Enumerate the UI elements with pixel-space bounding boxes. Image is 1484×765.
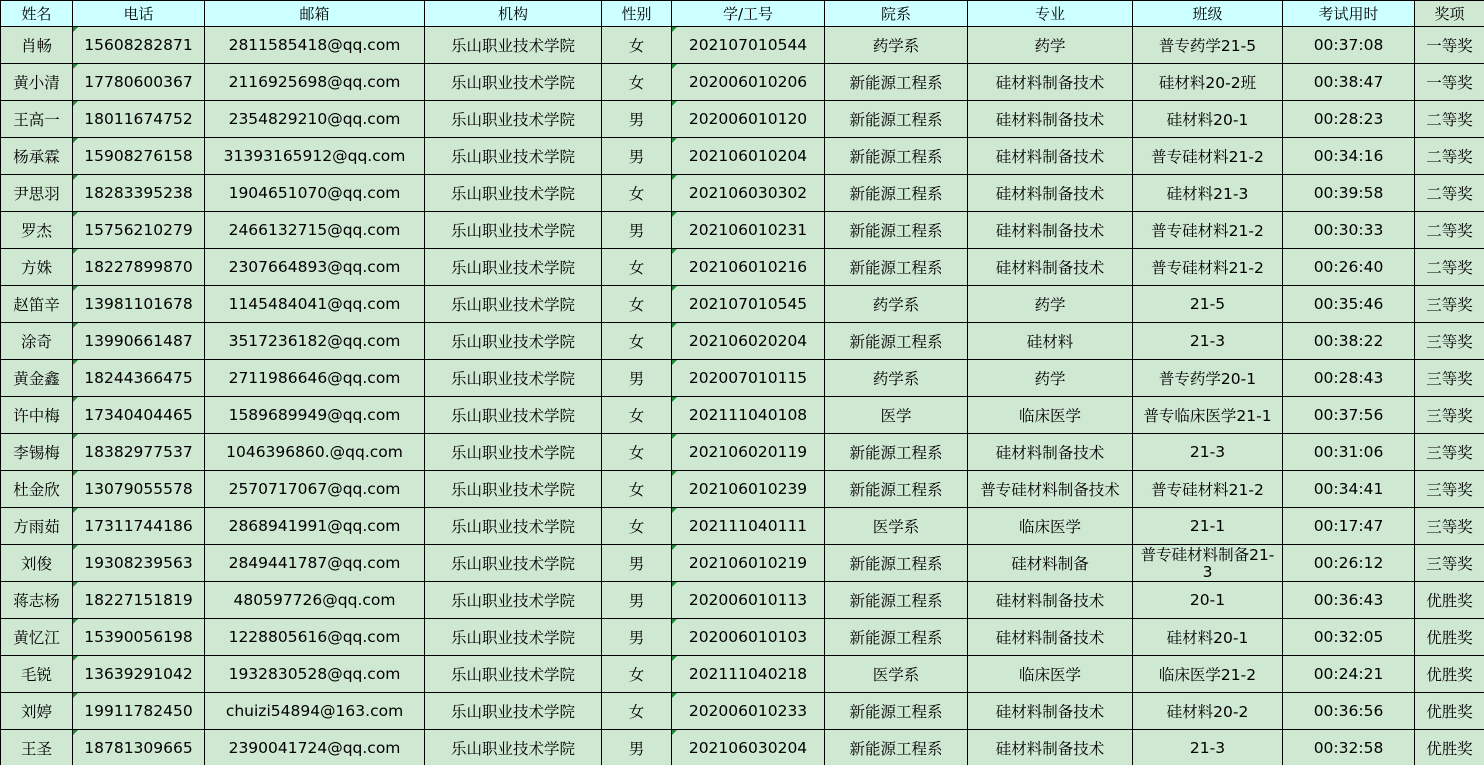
cell-student-id[interactable]: 202006010206 — [672, 64, 825, 101]
table-row — [1, 619, 1484, 656]
cell-exam-time[interactable]: 00:39:58 — [1283, 175, 1415, 212]
cell-class[interactable]: 普专硅材料21-2 — [1133, 212, 1283, 249]
cell-class[interactable]: 21-3 — [1133, 730, 1283, 765]
cell-award[interactable]: 优胜奖 — [1415, 730, 1484, 765]
column-header-class[interactable]: 班级 — [1133, 1, 1283, 27]
cell-email[interactable]: 2307664893@qq.com — [205, 249, 425, 286]
cell-class[interactable]: 硅材料20-2班 — [1133, 64, 1283, 101]
cell-major[interactable]: 硅材料制备技术 — [968, 212, 1133, 249]
cell-award[interactable]: 三等奖 — [1415, 434, 1484, 471]
cell-institution[interactable]: 乐山职业技术学院 — [425, 101, 602, 138]
table-row — [1, 397, 1484, 434]
cell-phone[interactable]: 18781309665 — [73, 730, 205, 765]
cell-award[interactable]: 二等奖 — [1415, 138, 1484, 175]
cell-award[interactable]: 优胜奖 — [1415, 693, 1484, 730]
cell-gender[interactable]: 女 — [602, 286, 672, 323]
cell-student-id[interactable]: 202107010545 — [672, 286, 825, 323]
cell-exam-time[interactable]: 00:34:16 — [1283, 138, 1415, 175]
cell-institution[interactable]: 乐山职业技术学院 — [425, 397, 602, 434]
cell-student-id[interactable]: 202106030204 — [672, 730, 825, 765]
cell-department[interactable]: 新能源工程系 — [825, 545, 968, 582]
cell-major[interactable]: 硅材料制备技术 — [968, 582, 1133, 619]
cell-exam-time[interactable]: 00:32:58 — [1283, 730, 1415, 765]
cell-student-id[interactable]: 202107010544 — [672, 27, 825, 64]
table-row — [1, 656, 1484, 693]
table-row — [1, 508, 1484, 545]
cell-gender[interactable]: 女 — [602, 27, 672, 64]
cell-student-id[interactable]: 202111040108 — [672, 397, 825, 434]
cell-institution[interactable]: 乐山职业技术学院 — [425, 619, 602, 656]
cell-award[interactable]: 三等奖 — [1415, 397, 1484, 434]
cell-award[interactable]: 三等奖 — [1415, 545, 1484, 582]
cell-department[interactable]: 新能源工程系 — [825, 138, 968, 175]
cell-email[interactable]: 2466132715@qq.com — [205, 212, 425, 249]
cell-institution[interactable]: 乐山职业技术学院 — [425, 730, 602, 765]
cell-institution[interactable]: 乐山职业技术学院 — [425, 508, 602, 545]
table-row — [1, 138, 1484, 175]
cell-major[interactable]: 硅材料制备技术 — [968, 64, 1133, 101]
cell-class[interactable]: 硅材料20-2 — [1133, 693, 1283, 730]
table-row — [1, 471, 1484, 508]
table-row — [1, 323, 1484, 360]
cell-exam-time[interactable]: 00:38:47 — [1283, 64, 1415, 101]
table-row — [1, 101, 1484, 138]
cell-major[interactable]: 硅材料制备 — [968, 545, 1133, 582]
cell-name[interactable]: 王圣 — [1, 730, 73, 765]
cell-phone[interactable]: 13639291042 — [73, 656, 205, 693]
cell-phone[interactable]: 13981101678 — [73, 286, 205, 323]
cell-award[interactable]: 优胜奖 — [1415, 619, 1484, 656]
cell-phone[interactable]: 18227899870 — [73, 249, 205, 286]
cell-email[interactable]: 2116925698@qq.com — [205, 64, 425, 101]
cell-gender[interactable]: 女 — [602, 64, 672, 101]
cell-phone[interactable]: 18283395238 — [73, 175, 205, 212]
cell-student-id[interactable]: 202106010231 — [672, 212, 825, 249]
cell-gender[interactable]: 女 — [602, 175, 672, 212]
cell-phone[interactable]: 18382977537 — [73, 434, 205, 471]
cell-phone[interactable]: 17340404465 — [73, 397, 205, 434]
table-row — [1, 286, 1484, 323]
column-header-award[interactable]: 奖项 — [1415, 1, 1484, 27]
cell-email[interactable]: 2811585418@qq.com — [205, 27, 425, 64]
cell-award[interactable]: 一等奖 — [1415, 27, 1484, 64]
cell-exam-time[interactable]: 00:26:12 — [1283, 545, 1415, 582]
cell-institution[interactable]: 乐山职业技术学院 — [425, 471, 602, 508]
cell-major[interactable]: 硅材料制备技术 — [968, 730, 1133, 765]
cell-class[interactable]: 普专硅材料21-2 — [1133, 138, 1283, 175]
cell-student-id[interactable]: 202106010216 — [672, 249, 825, 286]
cell-class[interactable] — [1133, 545, 1283, 582]
cell-gender[interactable]: 女 — [602, 323, 672, 360]
cell-phone[interactable]: 18227151819 — [73, 582, 205, 619]
cell-major[interactable]: 普专硅材料制备技术 — [968, 471, 1133, 508]
cell-institution[interactable]: 乐山职业技术学院 — [425, 693, 602, 730]
cell-phone[interactable]: 19911782450 — [73, 693, 205, 730]
cell-email[interactable]: 2390041724@qq.com — [205, 730, 425, 765]
cell-email[interactable]: 3517236182@qq.com — [205, 323, 425, 360]
table-row — [1, 360, 1484, 397]
table-row — [1, 175, 1484, 212]
cell-student-id[interactable]: 202106010219 — [672, 545, 825, 582]
cell-class[interactable]: 21-1 — [1133, 508, 1283, 545]
cell-major[interactable]: 药学 — [968, 27, 1133, 64]
cell-class[interactable]: 普专药学20-1 — [1133, 360, 1283, 397]
cell-name[interactable]: 杜金欣 — [1, 471, 73, 508]
cell-major[interactable]: 硅材料制备技术 — [968, 175, 1133, 212]
cell-name[interactable]: 尹思羽 — [1, 175, 73, 212]
cell-award[interactable]: 三等奖 — [1415, 508, 1484, 545]
column-header-phone[interactable]: 电话 — [73, 1, 205, 27]
cell-name[interactable]: 赵笛辛 — [1, 286, 73, 323]
cell-gender[interactable]: 女 — [602, 249, 672, 286]
cell-department[interactable]: 医学系 — [825, 508, 968, 545]
cell-exam-time[interactable]: 00:34:41 — [1283, 471, 1415, 508]
cell-email[interactable]: 1145484041@qq.com — [205, 286, 425, 323]
cell-name[interactable]: 罗杰 — [1, 212, 73, 249]
cell-exam-time[interactable]: 00:38:22 — [1283, 323, 1415, 360]
cell-phone[interactable]: 17780600367 — [73, 64, 205, 101]
cell-name[interactable]: 刘俊 — [1, 545, 73, 582]
column-header-name[interactable]: 姓名 — [1, 1, 73, 27]
cell-name[interactable]: 许中梅 — [1, 397, 73, 434]
cell-gender[interactable]: 男 — [602, 101, 672, 138]
cell-gender[interactable]: 女 — [602, 397, 672, 434]
cell-class[interactable]: 普专硅材料21-2 — [1133, 471, 1283, 508]
cell-award[interactable]: 二等奖 — [1415, 212, 1484, 249]
cell-institution[interactable]: 乐山职业技术学院 — [425, 434, 602, 471]
cell-major[interactable]: 药学 — [968, 286, 1133, 323]
cell-department[interactable]: 新能源工程系 — [825, 323, 968, 360]
cell-major[interactable]: 临床医学 — [968, 397, 1133, 434]
cell-gender[interactable]: 男 — [602, 730, 672, 765]
cell-major[interactable]: 临床医学 — [968, 508, 1133, 545]
cell-department[interactable]: 新能源工程系 — [825, 693, 968, 730]
cell-gender[interactable]: 男 — [602, 138, 672, 175]
cell-department[interactable]: 新能源工程系 — [825, 101, 968, 138]
cell-department[interactable]: 医学系 — [825, 656, 968, 693]
column-header-email[interactable]: 邮箱 — [205, 1, 425, 27]
cell-student-id[interactable]: 202106010239 — [672, 471, 825, 508]
cell-institution[interactable]: 乐山职业技术学院 — [425, 656, 602, 693]
table-row — [1, 249, 1484, 286]
cell-class[interactable]: 20-1 — [1133, 582, 1283, 619]
cell-phone[interactable]: 19308239563 — [73, 545, 205, 582]
cell-exam-time[interactable]: 00:36:56 — [1283, 693, 1415, 730]
cell-email[interactable]: 2849441787@qq.com — [205, 545, 425, 582]
cell-department[interactable]: 新能源工程系 — [825, 619, 968, 656]
cell-major[interactable]: 硅材料制备技术 — [968, 619, 1133, 656]
cell-student-id[interactable]: 202006010120 — [672, 101, 825, 138]
cell-gender[interactable]: 女 — [602, 471, 672, 508]
cell-phone[interactable]: 15608282871 — [73, 27, 205, 64]
cell-email[interactable]: 2711986646@qq.com — [205, 360, 425, 397]
column-header-exam-time[interactable]: 考试用时 — [1283, 1, 1415, 27]
cell-class[interactable]: 临床医学21-2 — [1133, 656, 1283, 693]
data-rows — [1, 27, 1484, 765]
table-row — [1, 434, 1484, 471]
table-row — [1, 64, 1484, 101]
table-row — [1, 545, 1484, 582]
cell-student-id[interactable]: 202106020204 — [672, 323, 825, 360]
cell-gender[interactable]: 女 — [602, 508, 672, 545]
cell-phone[interactable]: 15756210279 — [73, 212, 205, 249]
cell-gender[interactable]: 男 — [602, 619, 672, 656]
cell-gender[interactable]: 女 — [602, 434, 672, 471]
cell-department[interactable]: 新能源工程系 — [825, 434, 968, 471]
table-row — [1, 27, 1484, 64]
header-row-group — [1, 1, 1484, 27]
cell-phone[interactable]: 18011674752 — [73, 101, 205, 138]
cell-class[interactable]: 普专硅材料21-2 — [1133, 249, 1283, 286]
cell-institution[interactable]: 乐山职业技术学院 — [425, 212, 602, 249]
cell-student-id[interactable]: 202006010233 — [672, 693, 825, 730]
cell-email[interactable]: 480597726@qq.com — [205, 582, 425, 619]
cell-text: 普专硅材料制备21-3 — [1140, 546, 1275, 580]
table-row — [1, 730, 1484, 765]
cell-award[interactable]: 优胜奖 — [1415, 582, 1484, 619]
cell-student-id[interactable]: 202111040218 — [672, 656, 825, 693]
cell-department[interactable]: 新能源工程系 — [825, 175, 968, 212]
cell-email[interactable]: 1046396860.@qq.com — [205, 434, 425, 471]
cell-name[interactable]: 蒋志杨 — [1, 582, 73, 619]
cell-institution[interactable]: 乐山职业技术学院 — [425, 27, 602, 64]
cell-name[interactable]: 肖畅 — [1, 27, 73, 64]
cell-name[interactable]: 王高一 — [1, 101, 73, 138]
cell-name[interactable]: 刘婷 — [1, 693, 73, 730]
cell-exam-time[interactable]: 00:32:05 — [1283, 619, 1415, 656]
cell-institution[interactable]: 乐山职业技术学院 — [425, 323, 602, 360]
cell-name[interactable]: 方姝 — [1, 249, 73, 286]
cell-class[interactable]: 硅材料20-1 — [1133, 619, 1283, 656]
cell-gender[interactable]: 男 — [602, 582, 672, 619]
cell-department[interactable]: 新能源工程系 — [825, 582, 968, 619]
cell-name[interactable]: 毛锐 — [1, 656, 73, 693]
cell-name[interactable]: 李锡梅 — [1, 434, 73, 471]
cell-phone[interactable]: 17311744186 — [73, 508, 205, 545]
cell-name[interactable]: 黄忆江 — [1, 619, 73, 656]
cell-name[interactable]: 方雨茹 — [1, 508, 73, 545]
cell-gender[interactable]: 女 — [602, 656, 672, 693]
cell-institution[interactable]: 乐山职业技术学院 — [425, 175, 602, 212]
cell-gender[interactable]: 男 — [602, 545, 672, 582]
cell-major[interactable]: 药学 — [968, 360, 1133, 397]
cell-institution[interactable]: 乐山职业技术学院 — [425, 249, 602, 286]
cell-department[interactable]: 新能源工程系 — [825, 212, 968, 249]
header-row — [1, 1, 1484, 27]
cell-major[interactable]: 临床医学 — [968, 656, 1133, 693]
cell-award[interactable]: 三等奖 — [1415, 360, 1484, 397]
cell-class[interactable]: 21-5 — [1133, 286, 1283, 323]
cell-phone[interactable]: 13990661487 — [73, 323, 205, 360]
cell-exam-time[interactable]: 00:36:43 — [1283, 582, 1415, 619]
cell-name[interactable]: 黄小清 — [1, 64, 73, 101]
cell-gender[interactable]: 男 — [602, 212, 672, 249]
table-row — [1, 582, 1484, 619]
cell-gender[interactable]: 男 — [602, 360, 672, 397]
cell-email[interactable]: 2354829210@qq.com — [205, 101, 425, 138]
cell-name[interactable]: 涂奇 — [1, 323, 73, 360]
cell-class[interactable]: 硅材料20-1 — [1133, 101, 1283, 138]
cell-department[interactable]: 药学系 — [825, 286, 968, 323]
cell-exam-time[interactable]: 00:35:46 — [1283, 286, 1415, 323]
cell-student-id[interactable]: 202106030302 — [672, 175, 825, 212]
cell-major[interactable]: 硅材料 — [968, 323, 1133, 360]
cell-email[interactable]: chuizi54894@163.com — [205, 693, 425, 730]
column-header-department[interactable]: 院系 — [825, 1, 968, 27]
cell-institution[interactable]: 乐山职业技术学院 — [425, 138, 602, 175]
cell-institution[interactable]: 乐山职业技术学院 — [425, 545, 602, 582]
cell-email[interactable]: 1904651070@qq.com — [205, 175, 425, 212]
cell-gender[interactable]: 女 — [602, 693, 672, 730]
cell-award[interactable]: 优胜奖 — [1415, 656, 1484, 693]
table-row — [1, 693, 1484, 730]
cell-exam-time[interactable]: 00:28:23 — [1283, 101, 1415, 138]
column-header-gender[interactable]: 性别 — [602, 1, 672, 27]
cell-phone[interactable]: 13079055578 — [73, 471, 205, 508]
cell-email[interactable]: 31393165912@qq.com — [205, 138, 425, 175]
cell-student-id[interactable]: 202111040111 — [672, 508, 825, 545]
cell-student-id[interactable]: 202007010115 — [672, 360, 825, 397]
cell-class[interactable]: 普专药学21-5 — [1133, 27, 1283, 64]
cell-exam-time[interactable]: 00:24:21 — [1283, 656, 1415, 693]
cell-student-id[interactable]: 202106010204 — [672, 138, 825, 175]
cell-student-id[interactable]: 202006010103 — [672, 619, 825, 656]
cell-phone[interactable]: 18244366475 — [73, 360, 205, 397]
cell-major[interactable]: 硅材料制备技术 — [968, 249, 1133, 286]
cell-student-id[interactable]: 202006010113 — [672, 582, 825, 619]
cell-exam-time[interactable]: 00:17:47 — [1283, 508, 1415, 545]
cell-major[interactable]: 硅材料制备技术 — [968, 693, 1133, 730]
cell-award[interactable]: 三等奖 — [1415, 286, 1484, 323]
cell-email[interactable]: 2570717067@qq.com — [205, 471, 425, 508]
cell-department[interactable]: 新能源工程系 — [825, 249, 968, 286]
cell-exam-time[interactable]: 00:37:08 — [1283, 27, 1415, 64]
cell-email[interactable]: 2868941991@qq.com — [205, 508, 425, 545]
cell-name[interactable]: 杨承霖 — [1, 138, 73, 175]
cell-department[interactable]: 新能源工程系 — [825, 471, 968, 508]
cell-phone[interactable]: 15390056198 — [73, 619, 205, 656]
cell-email[interactable]: 1228805616@qq.com — [205, 619, 425, 656]
cell-institution[interactable]: 乐山职业技术学院 — [425, 64, 602, 101]
cell-institution[interactable]: 乐山职业技术学院 — [425, 286, 602, 323]
cell-award[interactable]: 三等奖 — [1415, 471, 1484, 508]
cell-phone[interactable]: 15908276158 — [73, 138, 205, 175]
cell-exam-time[interactable]: 00:28:43 — [1283, 360, 1415, 397]
cell-department[interactable]: 新能源工程系 — [825, 64, 968, 101]
cell-exam-time[interactable]: 00:30:33 — [1283, 212, 1415, 249]
cell-award[interactable]: 二等奖 — [1415, 175, 1484, 212]
cell-major[interactable]: 硅材料制备技术 — [968, 138, 1133, 175]
column-header-institution[interactable]: 机构 — [425, 1, 602, 27]
cell-award[interactable]: 三等奖 — [1415, 323, 1484, 360]
cell-department[interactable]: 新能源工程系 — [825, 730, 968, 765]
cell-exam-time[interactable]: 00:26:40 — [1283, 249, 1415, 286]
cell-department[interactable]: 医学 — [825, 397, 968, 434]
cell-institution[interactable]: 乐山职业技术学院 — [425, 360, 602, 397]
column-header-major[interactable]: 专业 — [968, 1, 1133, 27]
cell-name[interactable]: 黄金鑫 — [1, 360, 73, 397]
cell-class[interactable]: 普专临床医学21-1 — [1133, 397, 1283, 434]
cell-major[interactable]: 硅材料制备技术 — [968, 434, 1133, 471]
cell-award[interactable]: 二等奖 — [1415, 249, 1484, 286]
cell-exam-time[interactable]: 00:37:56 — [1283, 397, 1415, 434]
cell-major[interactable]: 硅材料制备技术 — [968, 101, 1133, 138]
cell-student-id[interactable]: 202106020119 — [672, 434, 825, 471]
cell-email[interactable]: 1932830528@qq.com — [205, 656, 425, 693]
cell-exam-time[interactable]: 00:31:06 — [1283, 434, 1415, 471]
cell-award[interactable]: 一等奖 — [1415, 64, 1484, 101]
cell-class[interactable]: 硅材料21-3 — [1133, 175, 1283, 212]
cell-institution[interactable]: 乐山职业技术学院 — [425, 582, 602, 619]
cell-class[interactable]: 21-3 — [1133, 323, 1283, 360]
table-row — [1, 212, 1484, 249]
cell-award[interactable]: 二等奖 — [1415, 101, 1484, 138]
column-header-student-id[interactable]: 学/工号 — [672, 1, 825, 27]
cell-department[interactable]: 药学系 — [825, 360, 968, 397]
cell-email[interactable]: 1589689949@qq.com — [205, 397, 425, 434]
cell-department[interactable]: 药学系 — [825, 27, 968, 64]
cell-class[interactable]: 21-3 — [1133, 434, 1283, 471]
